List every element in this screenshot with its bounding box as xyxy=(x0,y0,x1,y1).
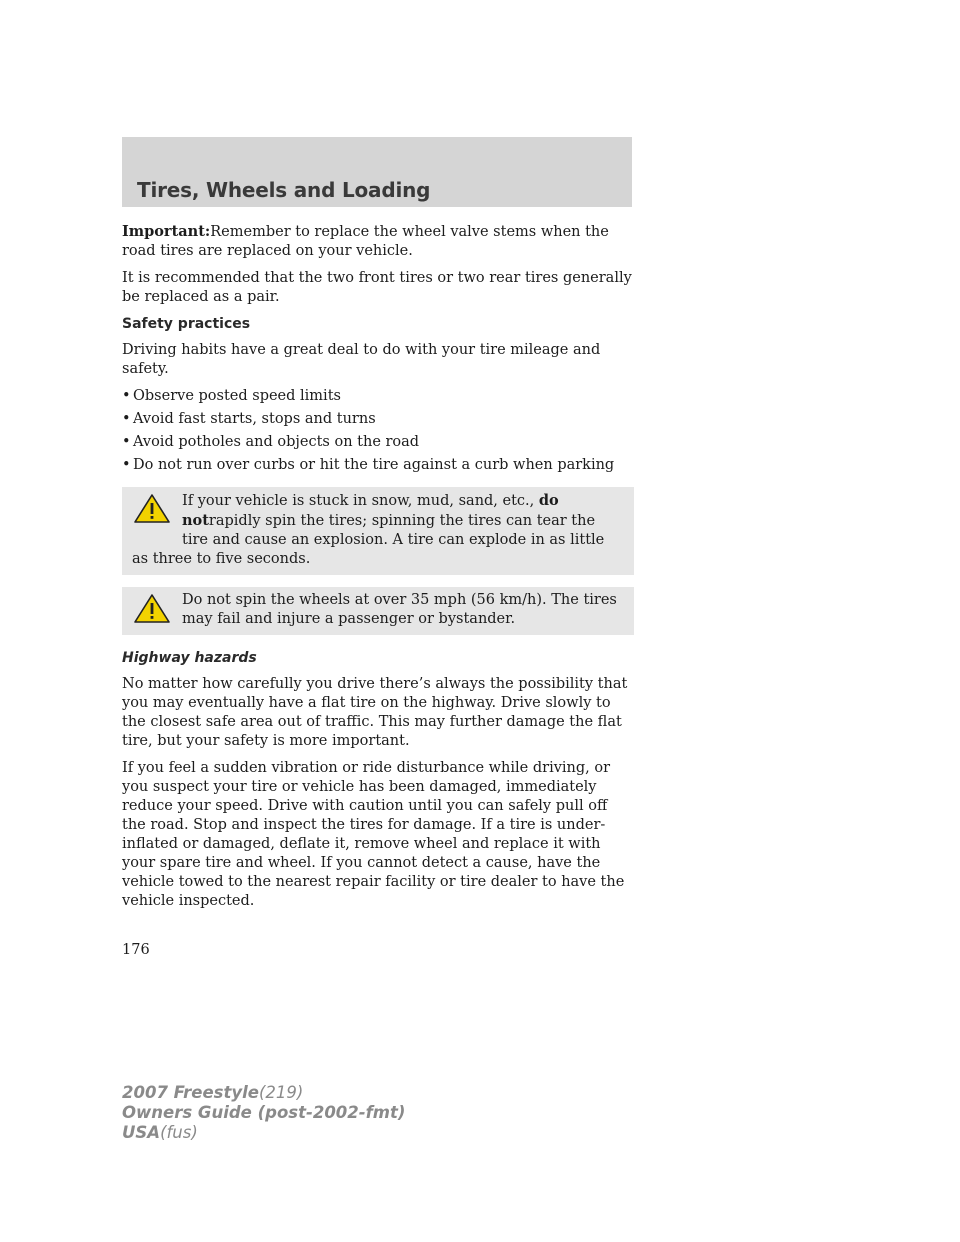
footer-line-3 xyxy=(122,1123,405,1143)
list-item xyxy=(122,456,634,475)
warning-box-stuck-vehicle xyxy=(122,487,634,575)
warning-box-wheel-spin xyxy=(122,587,634,635)
list-item-text: Avoid potholes and objects on the road xyxy=(133,434,420,450)
warning-text: Do not spin the wheels at over 35 mph (56 km/h). The tires may fail and injure a passenger or bystander. xyxy=(182,592,617,627)
warning-text xyxy=(132,491,624,569)
safety-practices-heading: Safety practices xyxy=(122,316,251,332)
page-number: 176 xyxy=(122,942,150,958)
list-item-text: Avoid fast starts, stops and turns xyxy=(133,411,376,427)
highway-paragraph-1: No matter how carefully you drive there’s always the possibility that you may eventually have a flat tire on the highway. Drive slowly to the closest safe area out of traffic. This may further damage the flat tire, but your safety is more important. xyxy=(122,676,628,749)
footer-guide: Owners Guide (post-2002-fmt) xyxy=(122,1103,406,1122)
bullet-glyph: • xyxy=(122,434,131,450)
document-footer xyxy=(122,1083,405,1143)
bullet-glyph: • xyxy=(122,457,131,473)
safety-intro-paragraph: Driving habits have a great deal to do with your tire mileage and safety. xyxy=(122,342,601,377)
important-text: Remember to replace the wheel valve stems when the road tires are replaced on your vehicle. xyxy=(122,224,609,259)
list-item-text: Observe posted speed limits xyxy=(133,388,341,404)
list-item xyxy=(122,387,634,406)
page-content xyxy=(122,222,634,919)
footer-market-code: (fus) xyxy=(160,1123,198,1142)
safety-bullet-list xyxy=(122,387,634,475)
section-title: Tires, Wheels and Loading xyxy=(137,178,431,202)
highway-hazards-heading: Highway hazards xyxy=(122,650,257,666)
list-item xyxy=(122,433,634,452)
warning-emphasis: do not xyxy=(182,492,559,529)
important-paragraph xyxy=(122,222,634,261)
important-label: Important: xyxy=(122,223,211,240)
footer-line-2 xyxy=(122,1103,405,1123)
warning-triangle-icon xyxy=(132,591,182,635)
bullet-glyph: • xyxy=(122,388,131,404)
list-item xyxy=(122,410,634,429)
footer-line-1 xyxy=(122,1083,405,1103)
pair-replacement-paragraph: It is recommended that the two front tires or two rear tires generally be replaced as a pair. xyxy=(122,270,632,305)
highway-paragraph-2: If you feel a sudden vibration or ride disturbance while driving, or you suspect your tire or vehicle has been damaged, immediately reduce your speed. Drive with caution until you can safely pull off the road. Stop and inspect the tires for damage. If a tire is under-inflated or damaged, deflate it, remove wheel and replace it with your spare tire and wheel. If you cannot detect a cause, have the vehicle towed to the nearest repair facility or tire dealer to have the vehicle inspected. xyxy=(122,760,625,909)
list-item-text: Do not run over curbs or hit the tire against a curb when parking xyxy=(133,457,615,473)
warning-triangle-icon xyxy=(132,491,182,535)
warning-text-part: rapidly spin the tires; spinning the tires can tear the tire and cause an explosion. A tire can explode in as little as three to five seconds. xyxy=(132,513,605,567)
bullet-glyph: • xyxy=(122,411,131,427)
warning-text-part: If your vehicle is stuck in snow, mud, sand, etc., xyxy=(182,493,539,509)
footer-market: USA xyxy=(122,1123,161,1142)
footer-model: 2007 Freestyle xyxy=(122,1083,259,1102)
footer-model-code: (219) xyxy=(258,1083,304,1102)
